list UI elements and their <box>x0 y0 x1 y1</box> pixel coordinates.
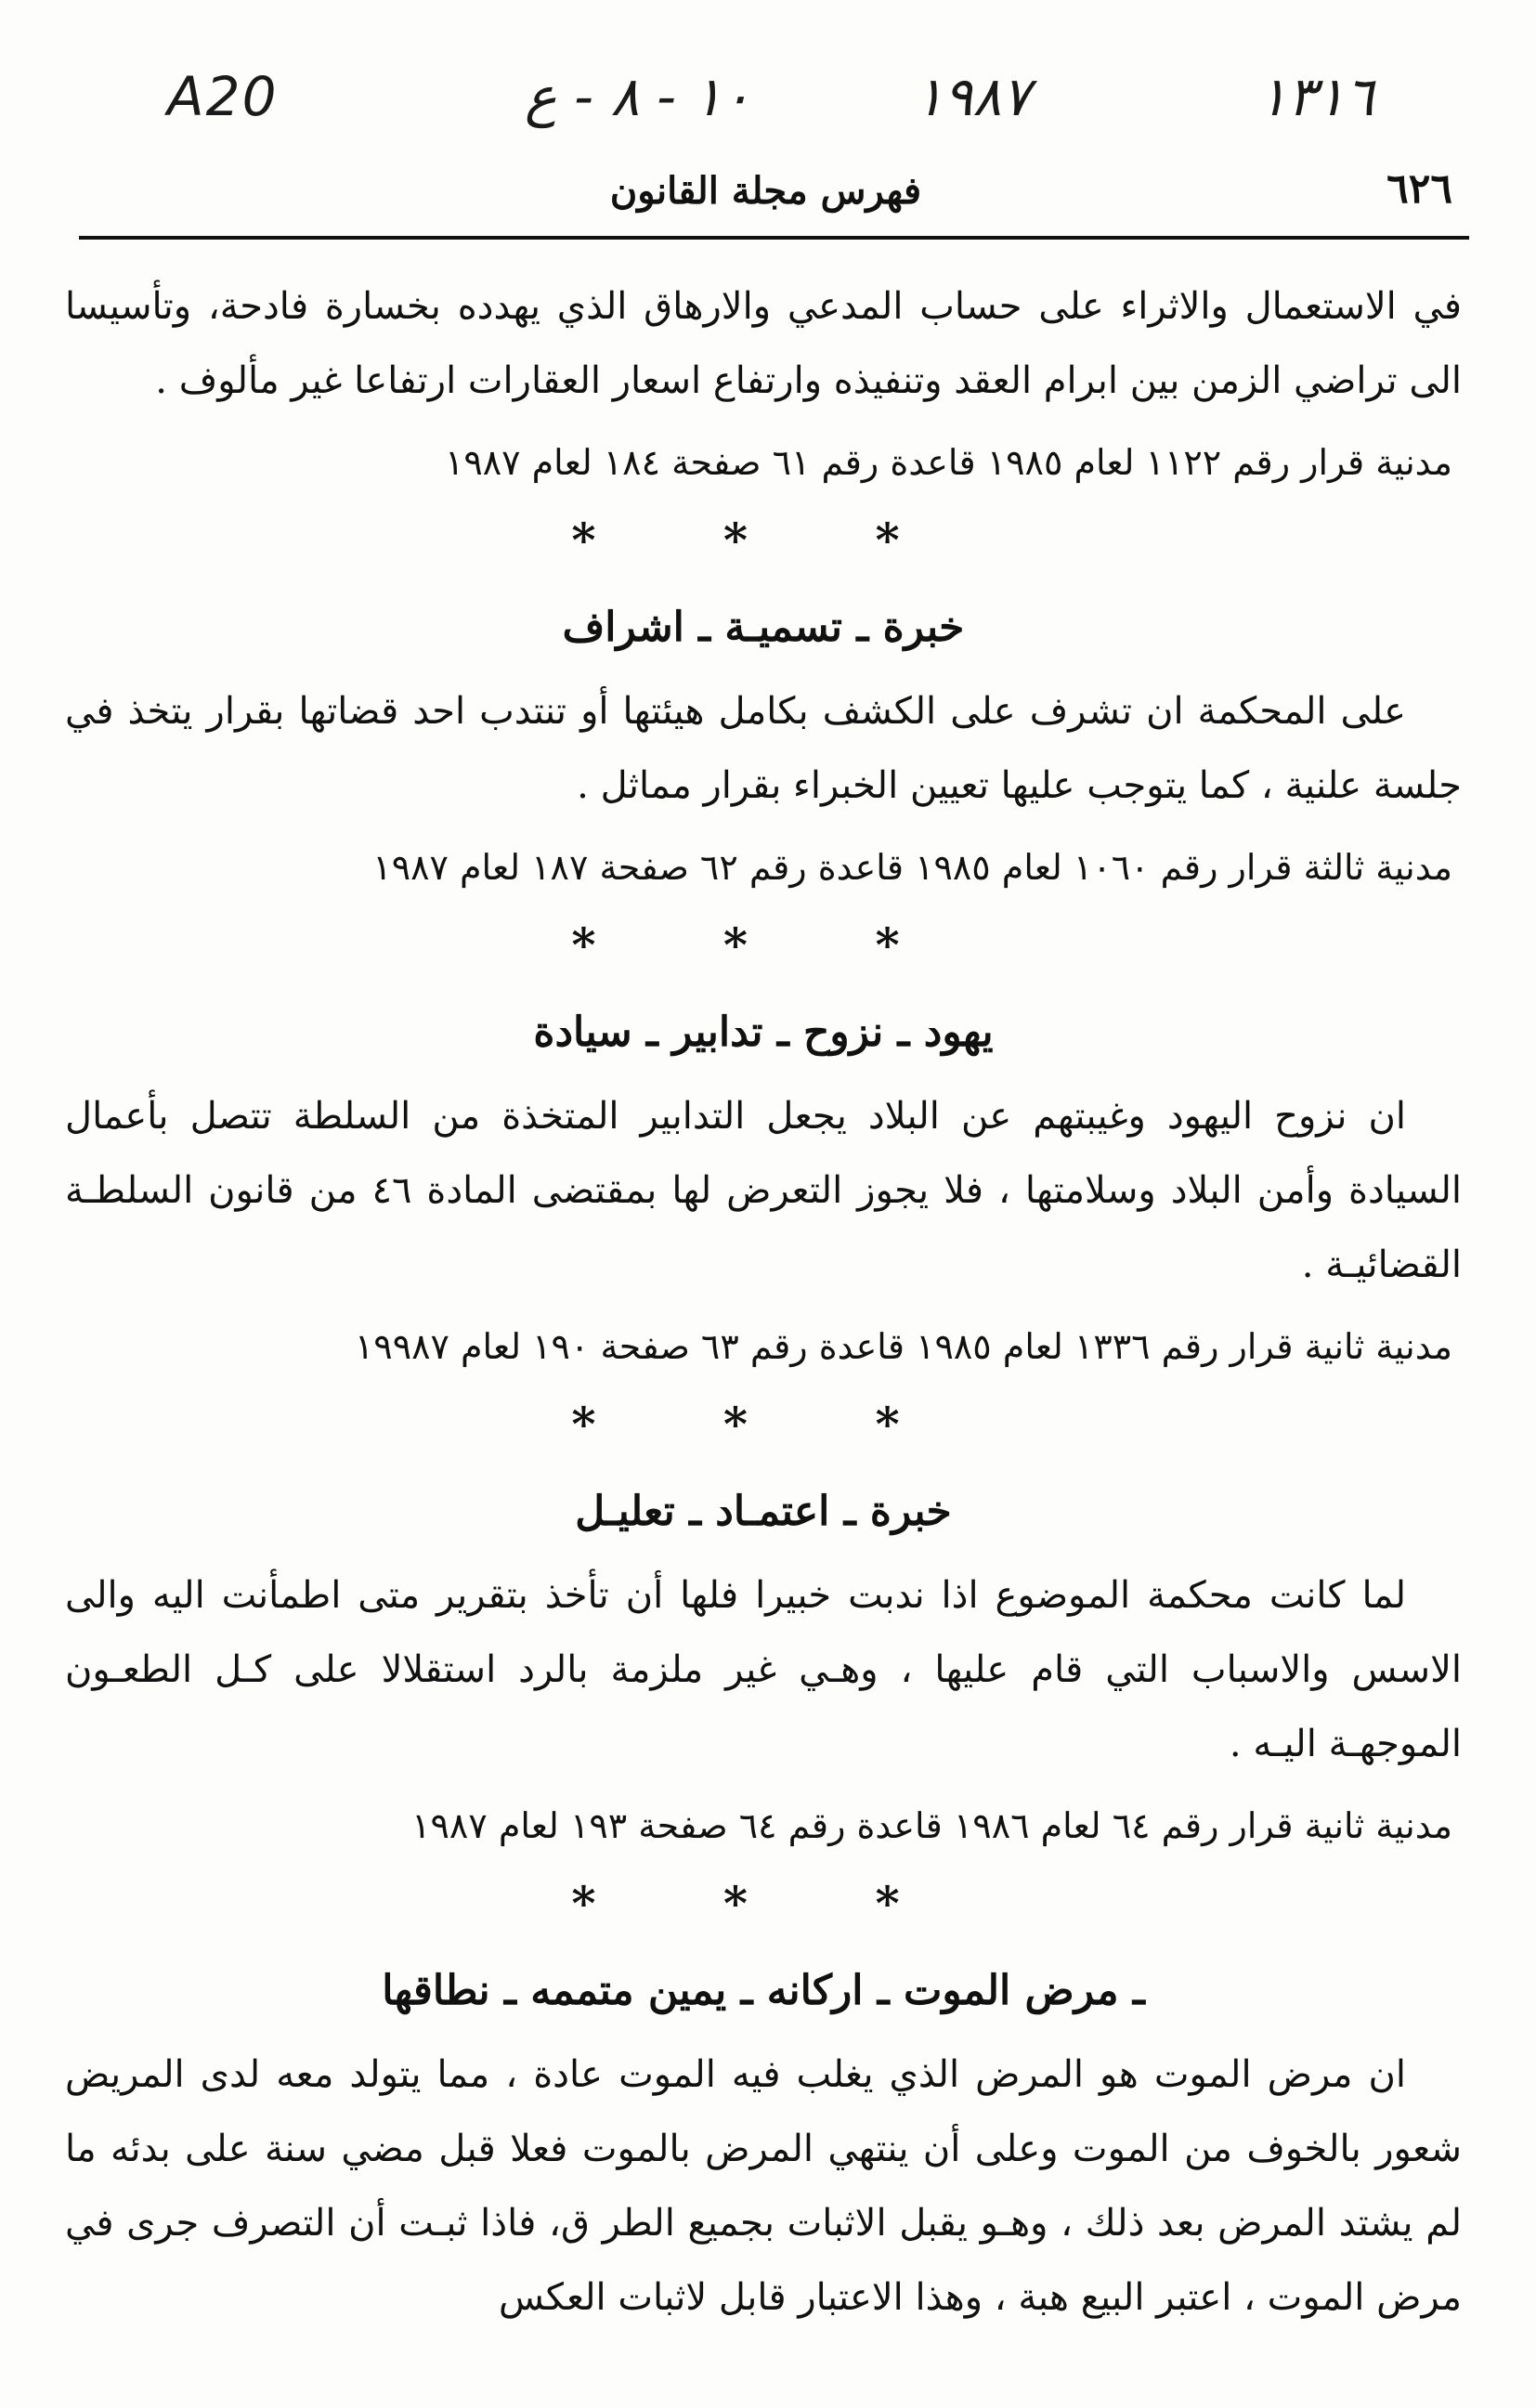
handwritten-note-date: ١٠ - ٨ - ع <box>525 65 751 128</box>
header-divider <box>79 236 1469 240</box>
main-content <box>65 269 1462 2335</box>
separator-stars: * * * <box>571 918 956 972</box>
entry-body: لما كانت محكمة الموضوع اذا ندبت خبيرا فلها أن تأخذ بتقرير متى اطمأنت اليه والى الاسس والاسباب التي قام عليها ، وهـي غير ملزمة بالرد استقلالا على كـل الطعـون الموجهـة اليـه . <box>65 1574 1462 1765</box>
entry-2 <box>65 600 1462 973</box>
handwritten-note-number: ١٣١٦ <box>1258 65 1374 128</box>
entry-citation: مدنية ثانية قرار رقم ١٣٣٦ لعام ١٩٨٥ قاعدة رقم ٦٣ صفحة ١٩٠ لعام ١٩٩٨٧ <box>354 1326 1452 1367</box>
running-title: فهرس مجلة القانون <box>609 169 922 213</box>
entry-3 <box>65 1005 1462 1452</box>
entry-heading: خبرة ـ اعتمـاد ـ تعليـل <box>575 1488 952 1535</box>
handwritten-note-year: ١٩٨٧ <box>915 65 1031 128</box>
entry-1 <box>65 269 1462 568</box>
separator-stars: * * * <box>571 513 956 567</box>
entry-citation: مدنية ثانية قرار رقم ٦٤ لعام ١٩٨٦ قاعدة رقم ٦٤ صفحة ١٩٣ لعام ١٩٨٧ <box>411 1805 1452 1846</box>
separator-stars: * * * <box>571 1876 956 1931</box>
entry-citation: مدنية ثالثة قرار رقم ١٠٦٠ لعام ١٩٨٥ قاعدة رقم ٦٢ صفحة ١٨٧ لعام ١٩٨٧ <box>372 847 1452 888</box>
entry-heading: خبرة ـ تسميـة ـ اشراف <box>562 604 965 651</box>
entry-4 <box>65 1484 1462 1932</box>
entry-citation: مدنية قرار رقم ١١٢٢ لعام ١٩٨٥ قاعدة رقم ٦١ صفحة ١٨٤ لعام ١٩٨٧ <box>444 442 1452 483</box>
entry-heading: ـ مرض الموت ـ اركانه ـ يمين متممه ـ نطاقها <box>382 1967 1145 2014</box>
page-number: ٦٢٦ <box>1386 165 1452 213</box>
entry-body: ان نزوح اليهود وغيبتهم عن البلاد يجعل التدابير المتخذة من السلطة تتصل بأعمال السيادة وأمن البلاد وسلامتها ، فلا يجوز التعرض لها بمقتضى المادة ٤٦ من قانون السلطـة القضائيـة . <box>65 1095 1463 1286</box>
handwritten-note-code: A20 <box>167 65 279 128</box>
separator-stars: * * * <box>571 1397 956 1451</box>
entry-body: ان مرض الموت هو المرض الذي يغلب فيه الموت عادة ، مما يتولد معه لدى المريض شعور بالخوف من الموت وعلى أن ينتهي المرض بالموت فعلا قبل مضي سنة على بدئه ما لم يشتد المرض بعد ذلك ، وهـو يقبل الاثبات بجميع الطر ق، فاذا ثبـت أن التصرف جرى في مرض الموت ، اعتبر البيع هبة ، وهذا الاعتبار قابل لاثبات العكس <box>65 2053 1463 2319</box>
entry-body: في الاستعمال والاثراء على حساب المدعي والارهاق الذي يهدده بخسارة فادحة، وتأسيسا الى تراضي الزمن بين ابرام العقد وتنفيذه وارتفاع اسعار العقارات ارتفاعا غير مألوف . <box>65 285 1462 402</box>
entry-heading: يهود ـ نزوح ـ تدابير ـ سيادة <box>533 1009 994 1056</box>
page-header <box>79 165 1452 230</box>
entry-body: على المحكمة ان تشرف على الكشف بكامل هيئتها أو تنتدب احد قضاتها بقرار يتخذ في جلسة علنية ، كما يتوجب عليها تعيين الخبراء بقرار مماثل . <box>65 690 1462 807</box>
entry-5 <box>65 1963 1462 2335</box>
